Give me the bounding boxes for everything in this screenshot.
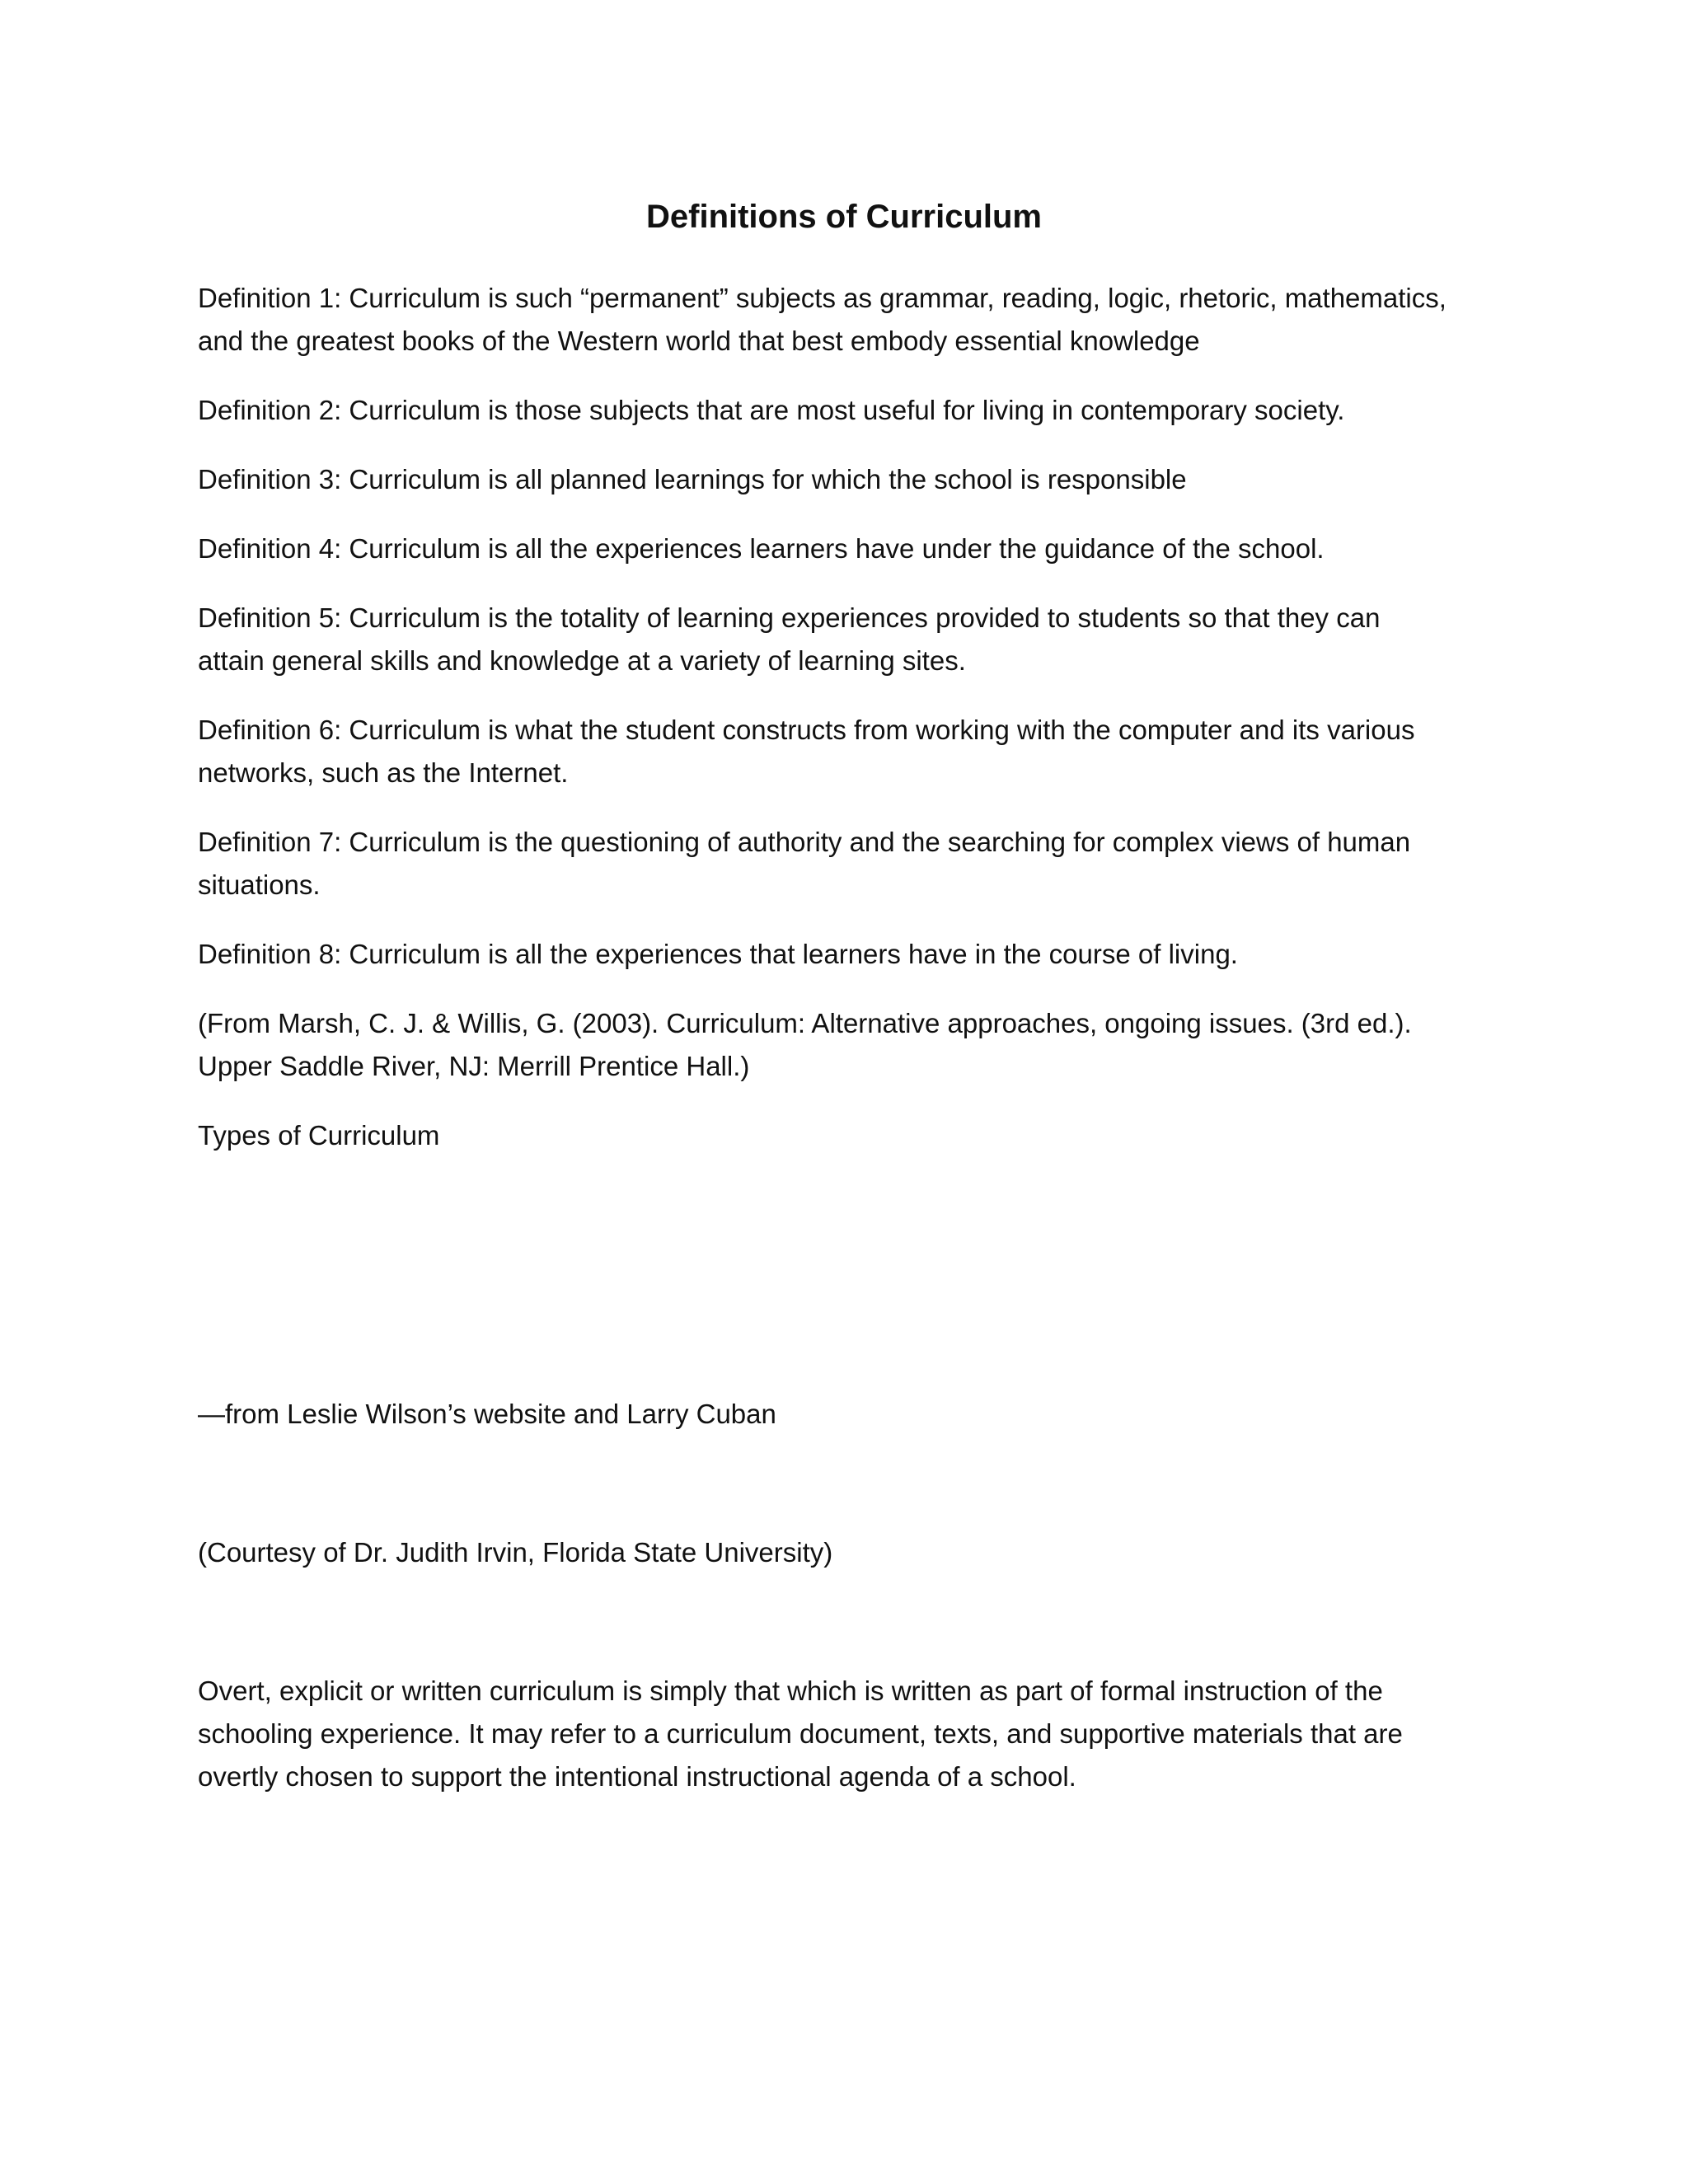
definition-6-line-2: networks, such as the Internet. xyxy=(198,757,569,788)
definition-2 xyxy=(198,389,1517,432)
source-citation-line-2: Upper Saddle River, NJ: Merrill Prentice Hall.) xyxy=(198,1051,750,1081)
overt-curriculum-paragraph xyxy=(198,1670,1517,1798)
definition-3 xyxy=(198,458,1517,501)
types-heading-text: Types of Curriculum xyxy=(198,1120,440,1151)
courtesy-note-text: (Courtesy of Dr. Judith Irvin, Florida State University) xyxy=(198,1537,833,1568)
courtesy-note xyxy=(198,1531,1517,1574)
definition-5-line-1: Definition 5: Curriculum is the totality of learning experiences provided to students so that they can xyxy=(198,602,1381,633)
definition-6 xyxy=(198,709,1517,794)
definition-7 xyxy=(198,821,1517,907)
definition-1-line-2: and the greatest books of the Western world that best embody essential knowledge xyxy=(198,326,1200,356)
attribution xyxy=(198,1393,1517,1436)
definition-4 xyxy=(198,527,1517,570)
definition-6-line-1: Definition 6: Curriculum is what the student constructs from working with the computer and its various xyxy=(198,715,1415,745)
definition-7-line-2: situations. xyxy=(198,869,321,900)
definition-5 xyxy=(198,597,1517,682)
types-heading xyxy=(198,1114,1517,1157)
definition-2-line-1: Definition 2: Curriculum is those subjects that are most useful for living in contemporary society. xyxy=(198,395,1345,425)
definition-8-line-1: Definition 8: Curriculum is all the experiences that learners have in the course of living. xyxy=(198,939,1238,969)
overt-paragraph-line-3: overtly chosen to support the intentional instructional agenda of a school. xyxy=(198,1761,1076,1792)
page-title: Definitions of Curriculum xyxy=(646,199,1042,235)
source-citation-line-1: (From Marsh, C. J. & Willis, G. (2003). Curriculum: Alternative approaches, ongoing issues. (3rd ed.). xyxy=(198,1008,1412,1038)
source-citation xyxy=(198,1002,1517,1088)
definition-1-line-1: Definition 1: Curriculum is such “permanent” subjects as grammar, reading, logic, rhetoric, mathematics, xyxy=(198,283,1447,313)
overt-paragraph-line-1: Overt, explicit or written curriculum is simply that which is written as part of formal instruction of the xyxy=(198,1675,1383,1706)
definition-5-line-2: attain general skills and knowledge at a variety of learning sites. xyxy=(198,645,966,676)
definition-4-line-1: Definition 4: Curriculum is all the experiences learners have under the guidance of the school. xyxy=(198,533,1325,564)
attribution-text: —from Leslie Wilson’s website and Larry Cuban xyxy=(198,1399,776,1429)
definition-8 xyxy=(198,933,1517,976)
overt-paragraph-line-2: schooling experience. It may refer to a curriculum document, texts, and supportive materials that are xyxy=(198,1718,1403,1749)
definition-7-line-1: Definition 7: Curriculum is the questioning of authority and the searching for complex views of human xyxy=(198,827,1411,857)
definition-3-line-1: Definition 3: Curriculum is all planned learnings for which the school is responsible xyxy=(198,464,1187,494)
definition-1 xyxy=(198,277,1517,363)
